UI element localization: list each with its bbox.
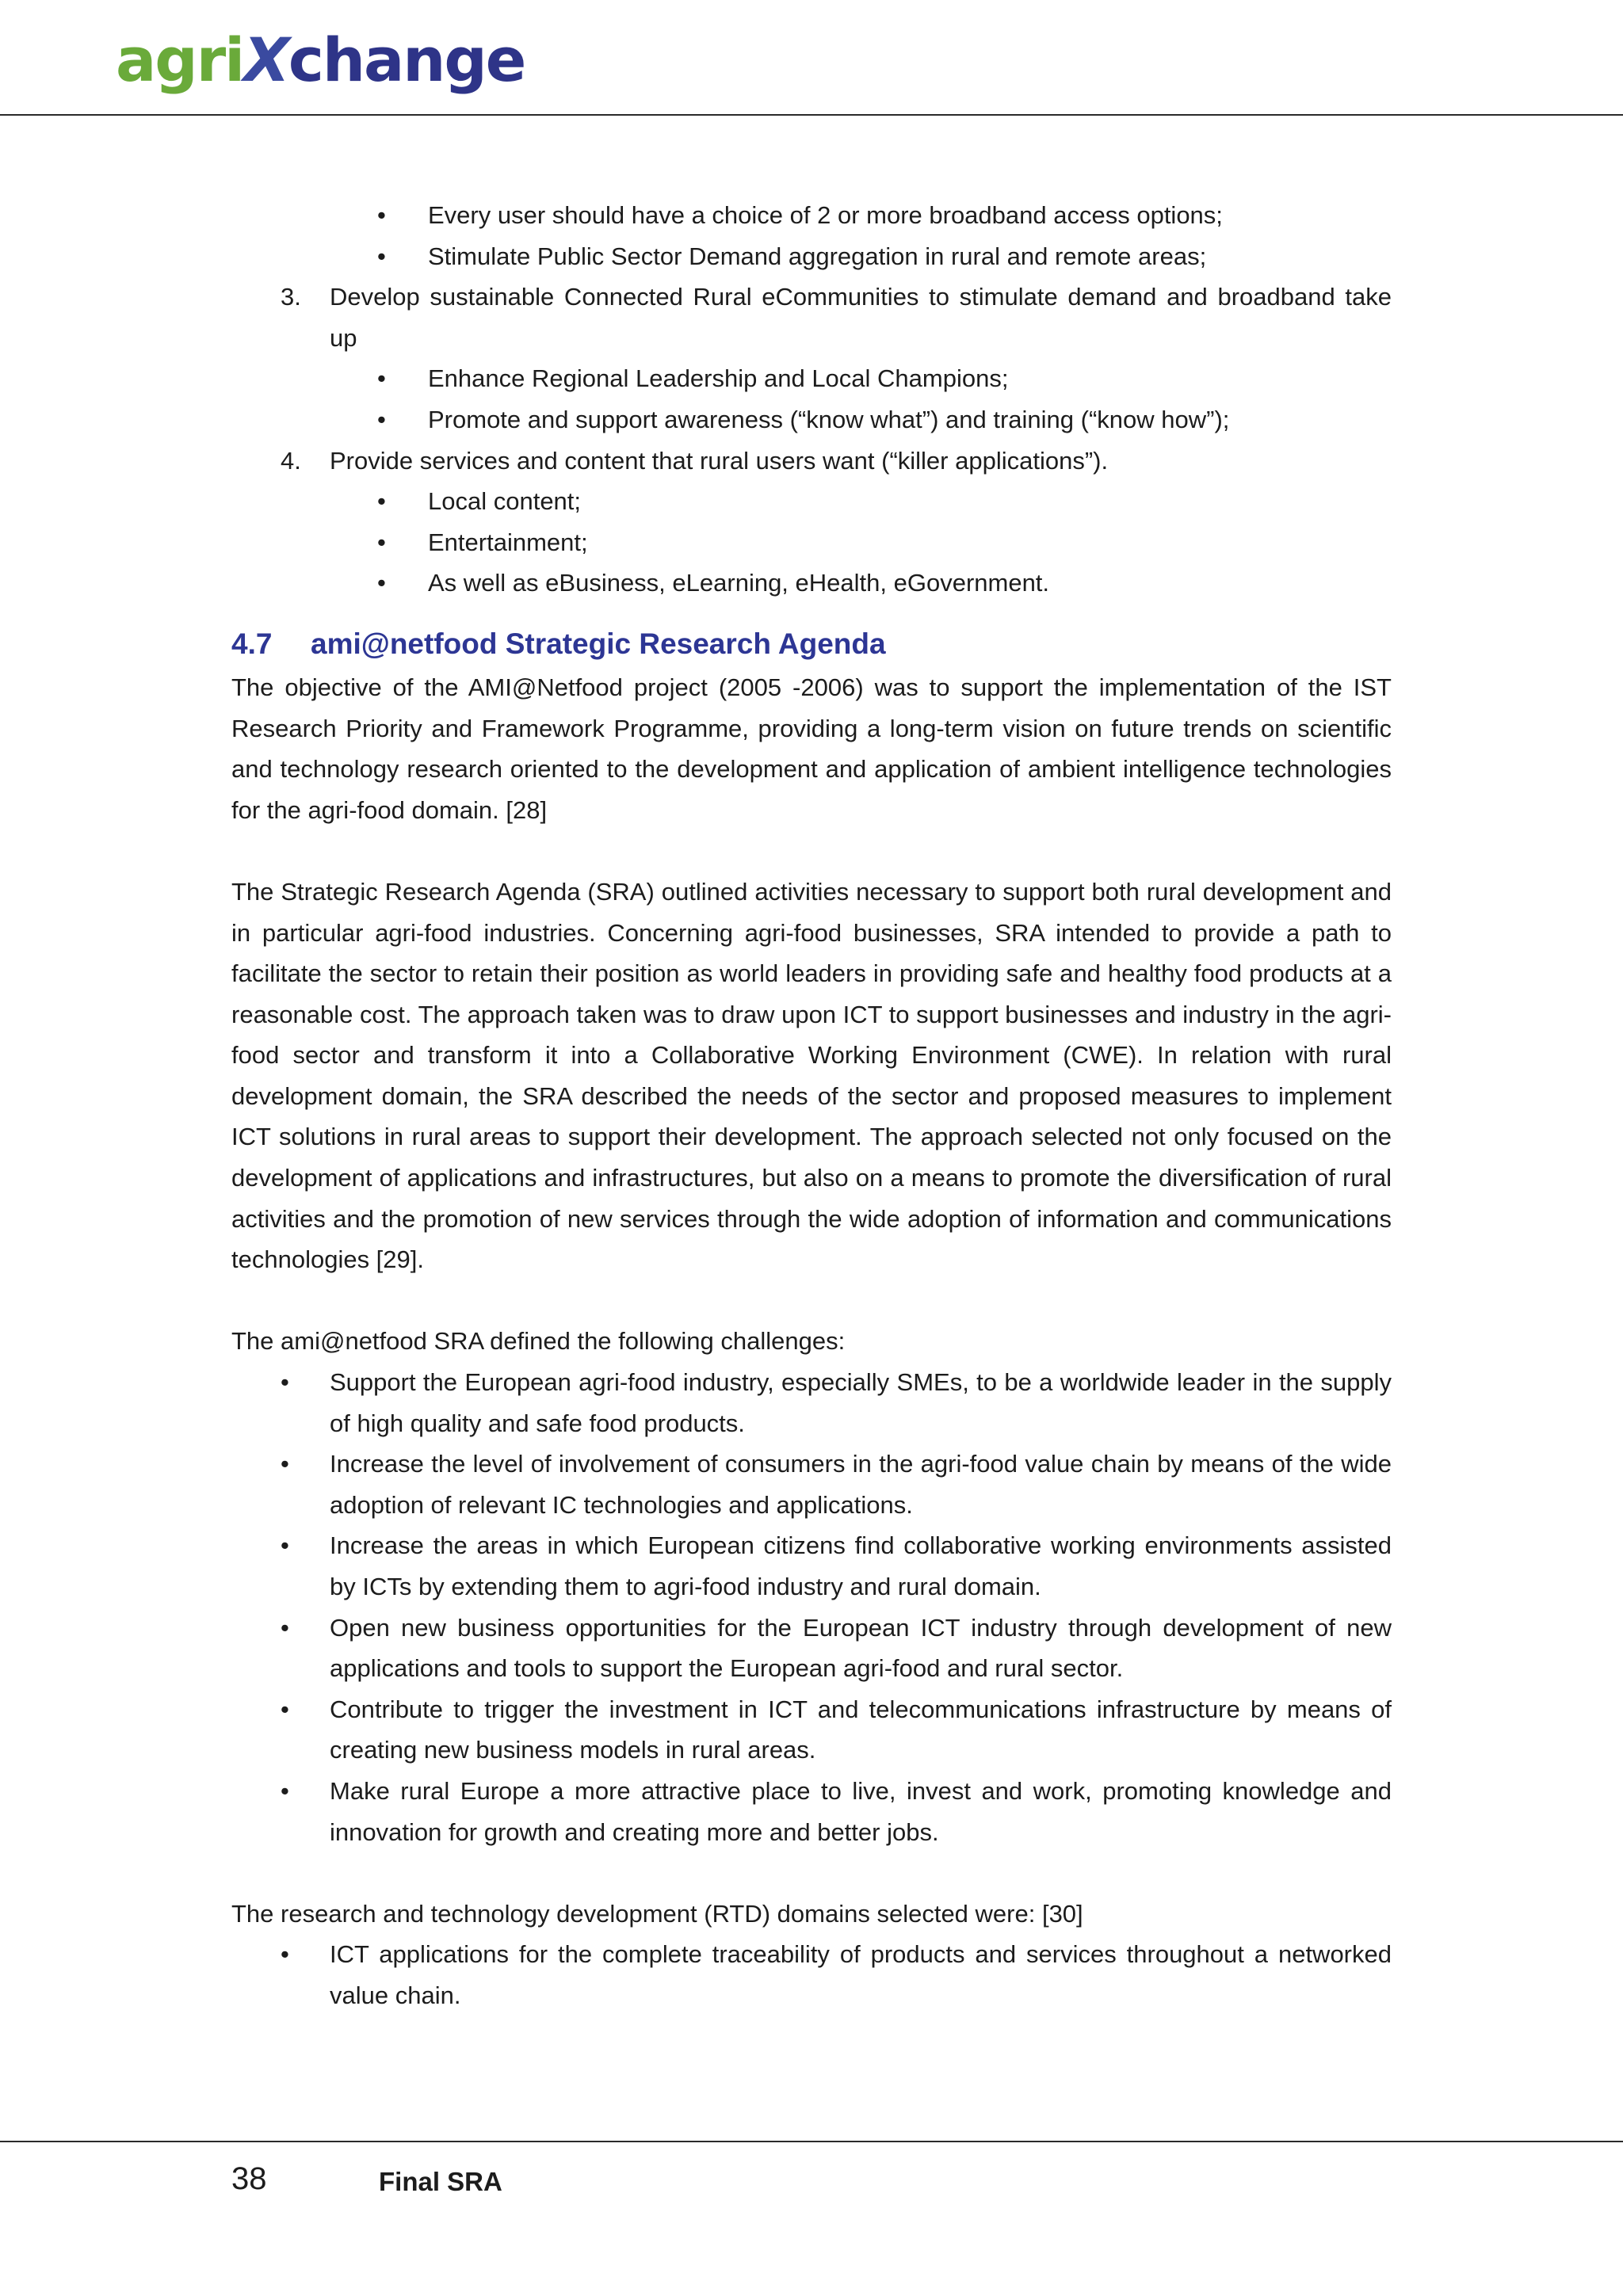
document-body [231, 195, 1392, 2016]
bullet-icon: • [377, 364, 386, 393]
sub-bullet-item: • Every user should have a choice of 2 or more broadband access options; [231, 195, 1392, 236]
rtd-domain-item: • ICT applications for the complete traceability of products and services throughout a networked value chain. [231, 1934, 1392, 2016]
bullet-icon: • [281, 1531, 289, 1560]
challenge-item: • Support the European agri-food industry, especially SMEs, to be a worldwide leader in the supply of high quality and safe food products. [231, 1362, 1392, 1444]
bullet-icon: • [281, 1940, 289, 1969]
numbered-item-4 [231, 441, 1392, 482]
agrixchange-logo [116, 25, 525, 95]
sub-bullet-item: • Enhance Regional Leadership and Local Champions; [231, 358, 1392, 399]
section-heading [231, 621, 1392, 667]
challenge-item: • Open new business opportunities for the European ICT industry through development of new applications and tools to support the European agri-food and rural sector. [231, 1608, 1392, 1689]
section-title: ami@netfood Strategic Research Agenda [311, 627, 886, 660]
item-number: 4. [281, 446, 301, 475]
bullet-icon: • [281, 1695, 289, 1723]
sub-bullet-item: • Entertainment; [231, 522, 1392, 563]
item-text: Provide services and content that rural users want (“killer applications”). [330, 446, 1109, 475]
logo-change: change [288, 25, 525, 95]
bullet-icon: • [377, 201, 386, 229]
footer-divider [0, 2141, 1623, 2142]
section-number: 4.7 [231, 627, 273, 660]
bullet-icon: • [377, 528, 386, 556]
challenge-item: • Make rural Europe a more attractive place to live, invest and work, promoting knowledge and innovation for growth and creating more and better jobs. [231, 1771, 1392, 1852]
sub-bullet-item: • As well as eBusiness, eLearning, eHealth, eGovernment. [231, 563, 1392, 604]
sub-bullet-item: • Promote and support awareness (“know what”) and training (“know how”); [231, 399, 1392, 441]
bullet-icon: • [377, 405, 386, 433]
numbered-item-3 [231, 277, 1392, 358]
page-number: 38 [231, 2161, 267, 2196]
challenge-item: • Increase the areas in which European citizens find collaborative working environments assisted by ICTs by extending them to agri-food industry and rural domain. [231, 1525, 1392, 1607]
logo-x: X [243, 25, 288, 95]
item-number: 3. [281, 283, 301, 311]
bullet-icon: • [377, 487, 386, 516]
bullet-icon: • [281, 1613, 289, 1642]
paragraph-challenges-intro: The ami@netfood SRA defined the following challenges: [231, 1327, 846, 1356]
challenge-item: • Contribute to trigger the investment in ICT and telecommunications infrastructure by means of creating new business models in rural areas. [231, 1689, 1392, 1771]
logo-agri: agri [116, 25, 244, 95]
bullet-icon: • [281, 1776, 289, 1805]
page-header [0, 0, 1623, 116]
header-divider [0, 114, 1623, 116]
footer-title: Final SRA [379, 2167, 502, 2196]
item-text: Develop sustainable Connected Rural eCommunities to stimulate demand and broadband take up [330, 283, 1392, 352]
paragraph-sra-outline: The Strategic Research Agenda (SRA) outlined activities necessary to support both rural development and in particular agri-food industries. Concerning agri-food businesses, SRA intended to provide a path to facilitate the sector to retain their position as world leaders in providing safe and healthy food products at a reasonable cost. The approach taken was to draw upon ICT to support businesses and industry in the agri-food sector and transform it into a Collaborative Working Environment (CWE). In relation with rural development domain, the SRA described the needs of the sector and proposed measures to implement ICT solutions in rural areas to support their development. The approach selected not only focused on the development of applications and infrastructures, but also on a means to promote the diversification of rural activities and the promotion of new services through the wide adoption of information and communications technologies [29]. [231, 877, 1392, 1274]
paragraph-objective: The objective of the AMI@Netfood project (2005 -2006) was to support the implementation of the IST Research Priority and Framework Programme, providing a long-term vision on future trends on scientific and technology research oriented to the development and application of ambient intelligence technologies for the agri-food domain. [28] [231, 673, 1392, 824]
bullet-icon: • [377, 242, 386, 270]
paragraph-rtd-intro: The research and technology development (RTD) domains selected were: [30] [231, 1899, 1083, 1928]
bullet-icon: • [281, 1368, 289, 1397]
challenge-item: • Increase the level of involvement of consumers in the agri-food value chain by means of the wide adoption of relevant IC technologies and applications. [231, 1444, 1392, 1525]
sub-bullet-item: • Local content; [231, 481, 1392, 522]
bullet-icon: • [377, 569, 386, 597]
bullet-icon: • [281, 1450, 289, 1478]
sub-bullet-item: • Stimulate Public Sector Demand aggregation in rural and remote areas; [231, 236, 1392, 277]
